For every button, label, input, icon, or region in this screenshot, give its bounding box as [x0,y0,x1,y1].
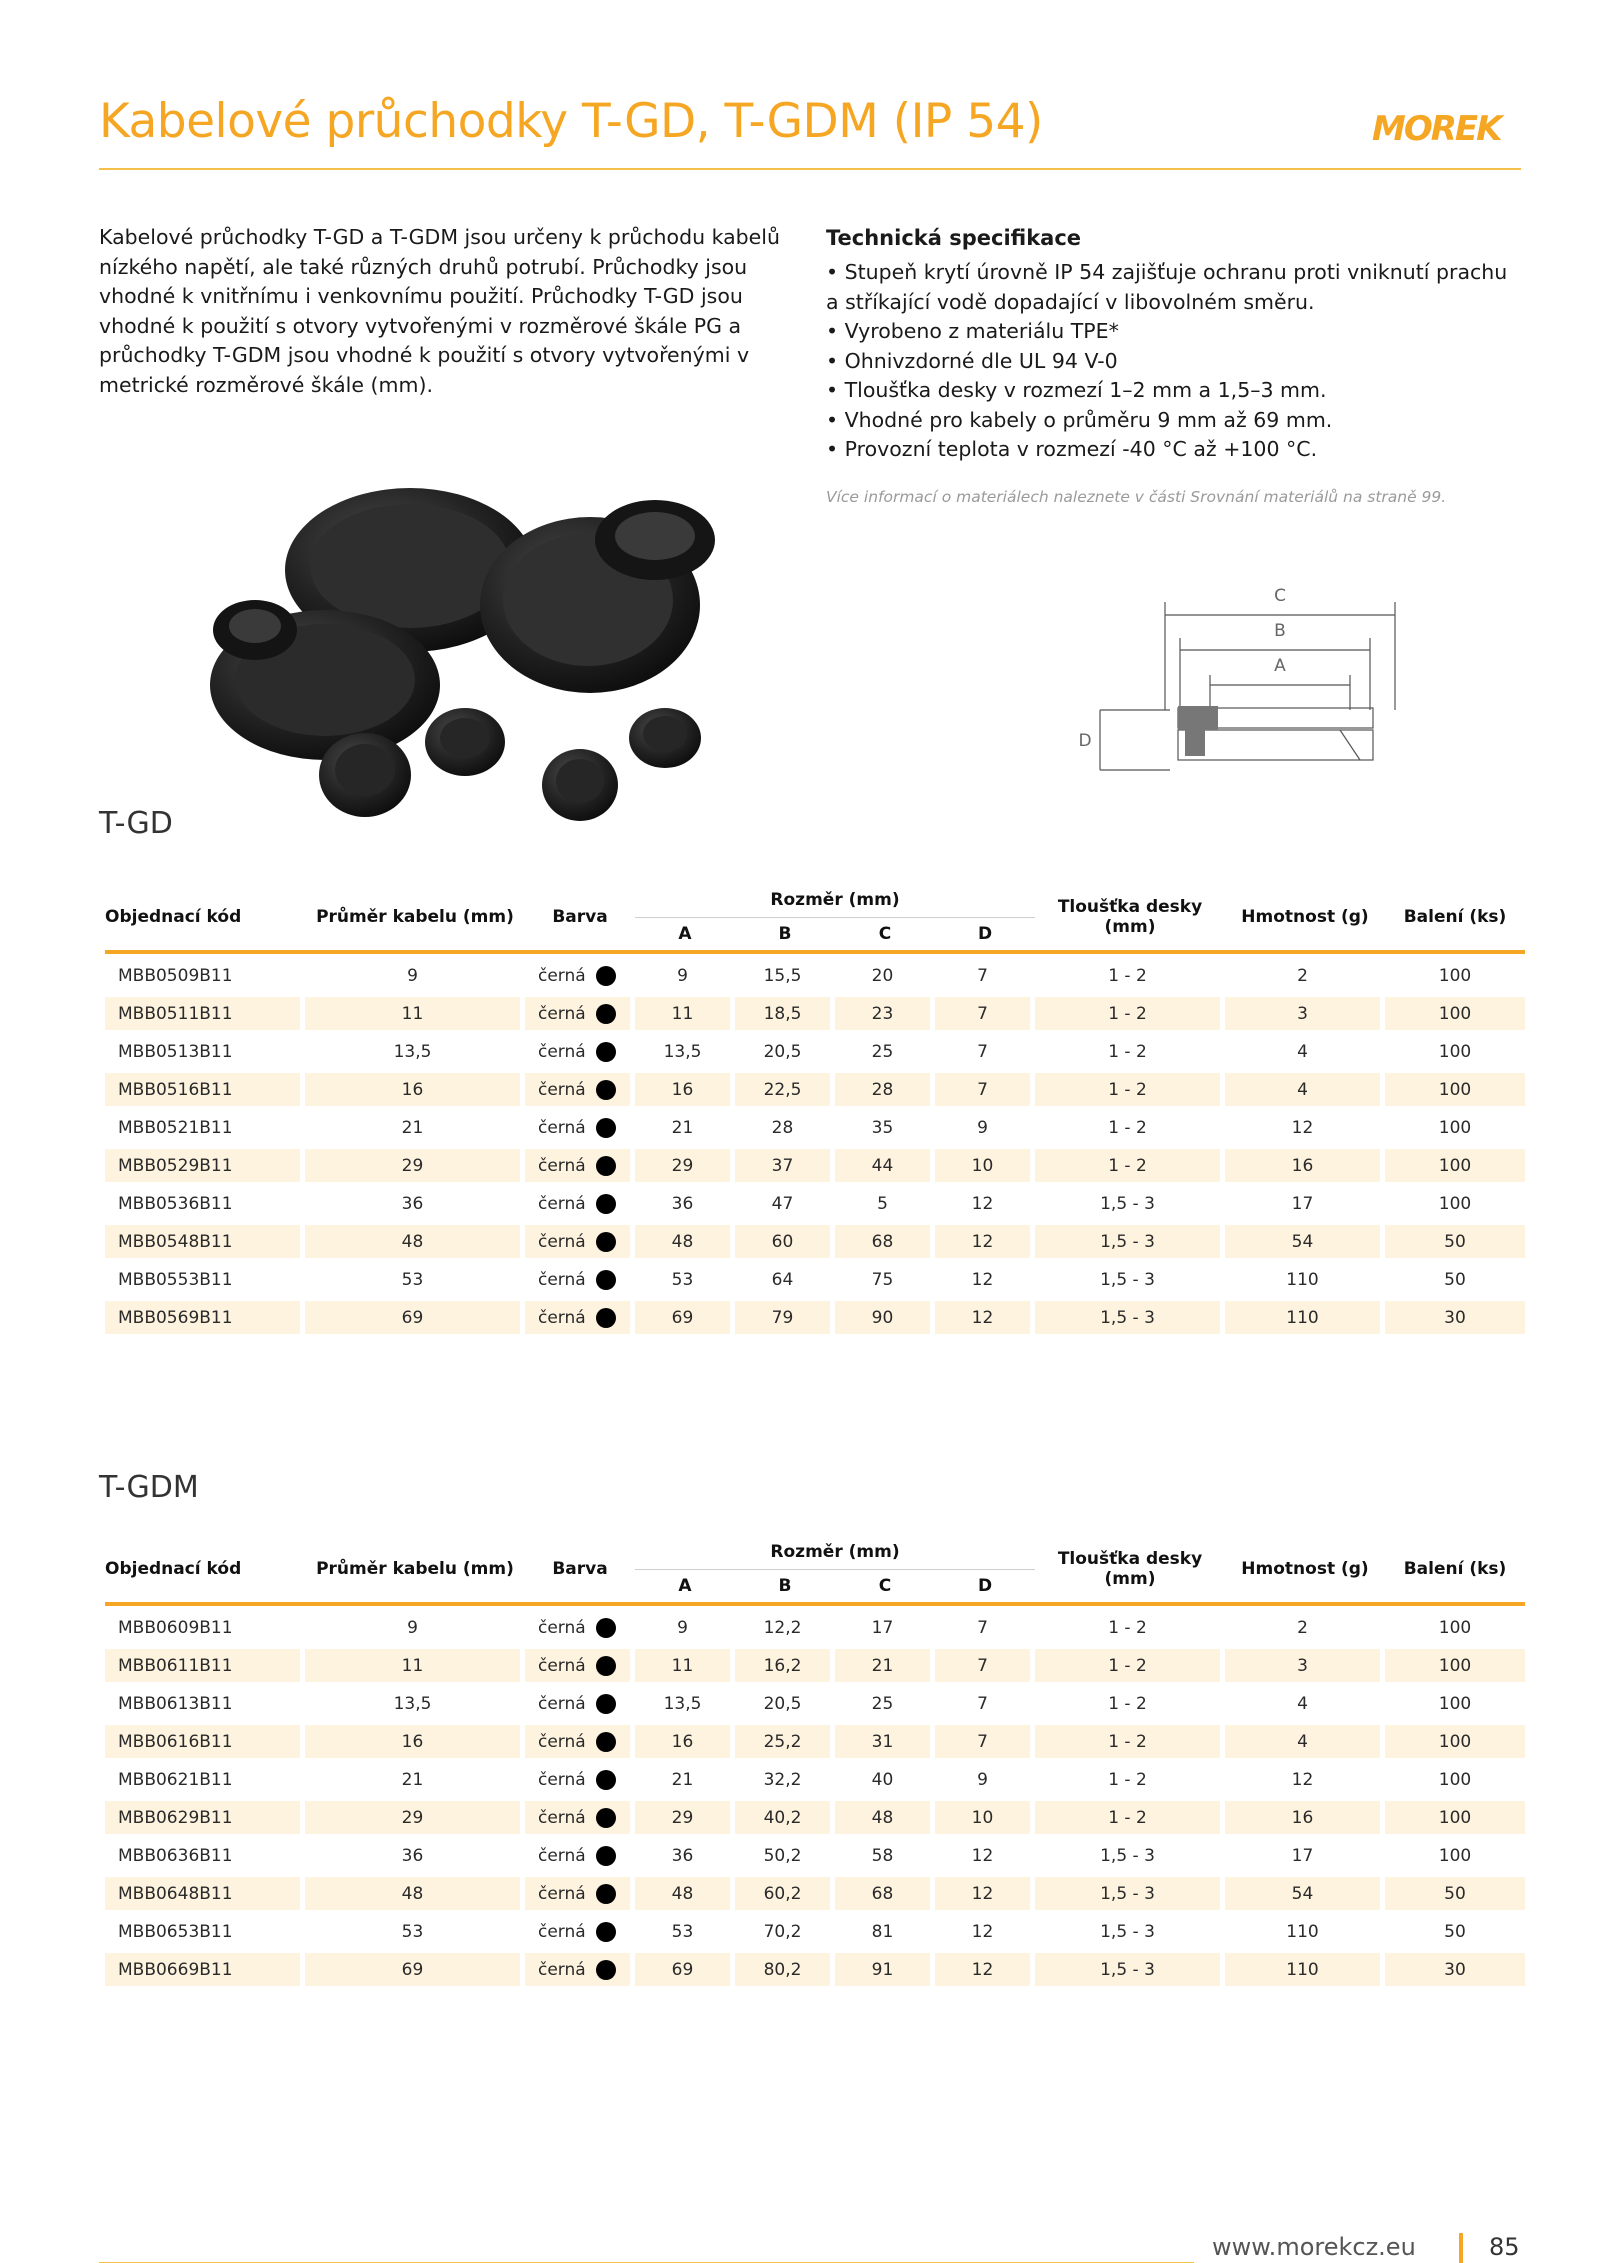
color-swatch-icon [596,1770,616,1790]
table-cell: 81 [835,1910,935,1948]
table-cell: 23 [835,992,935,1030]
table-cell: 12 [935,1220,1035,1258]
table-row [105,1758,1525,1796]
order-code-cell: MBB0536B11 [105,1182,305,1220]
table-cell: 30 [1385,1948,1525,1986]
header-code: Objednací kód [105,1535,305,1606]
spec-item: • Tloušťka desky v rozmezí 1–2 mm a 1,5–3 mm. [826,378,1327,402]
table-cell: 7 [935,1068,1035,1106]
table-cell: 7 [935,1682,1035,1720]
table-cell: 16 [1225,1144,1385,1182]
diagram-label-b: B [1274,621,1286,641]
table-cell: 100 [1385,1720,1525,1758]
color-cell: černá [525,1182,635,1220]
table-cell: 17 [835,1606,935,1644]
table-cell: 53 [635,1258,735,1296]
table-cell: 29 [635,1796,735,1834]
table-cell: 100 [1385,992,1525,1030]
table-cell: 9 [635,954,735,992]
color-swatch-icon [596,1080,616,1100]
header-d: D [935,1569,1035,1606]
color-cell: černá [525,1834,635,1872]
table-row [105,992,1525,1030]
table-cell: 9 [305,954,525,992]
order-code-cell: MBB0521B11 [105,1106,305,1144]
order-code-cell: MBB0511B11 [105,992,305,1030]
table-cell: 58 [835,1834,935,1872]
order-code-cell: MBB0613B11 [105,1682,305,1720]
table-cell: 1,5 - 3 [1035,1948,1225,1986]
table-cell: 9 [635,1606,735,1644]
page-number: 85 [1489,2233,1520,2261]
color-swatch-icon [596,1042,616,1062]
order-code-cell: MBB0629B11 [105,1796,305,1834]
table-cell: 47 [735,1182,835,1220]
table-cell: 35 [835,1106,935,1144]
diagram-label-d: D [1078,731,1092,751]
table-row [105,1068,1525,1106]
page-title: Kabelové průchodky T-GD, T-GDM (IP 54) [99,94,1043,149]
header-thick: Tloušťka desky (mm) [1035,883,1225,954]
color-cell: černá [525,1258,635,1296]
order-code-cell: MBB0621B11 [105,1758,305,1796]
table-cell: 21 [835,1644,935,1682]
color-swatch-icon [596,1270,616,1290]
table-cell: 36 [305,1182,525,1220]
table-cell: 110 [1225,1948,1385,1986]
table-row [105,1834,1525,1872]
table-cell: 79 [735,1296,835,1334]
table-cell: 12 [1225,1106,1385,1144]
table-cell: 1,5 - 3 [1035,1834,1225,1872]
color-swatch-icon [596,1232,616,1252]
table-cell: 60,2 [735,1872,835,1910]
order-code-cell: MBB0569B11 [105,1296,305,1334]
table-cell: 50,2 [735,1834,835,1872]
color-swatch-icon [596,1808,616,1828]
order-code-cell: MBB0553B11 [105,1258,305,1296]
table-cell: 110 [1225,1910,1385,1948]
table-cell: 100 [1385,1682,1525,1720]
table-cell: 28 [735,1106,835,1144]
table-cell: 1,5 - 3 [1035,1872,1225,1910]
order-code-cell: MBB0648B11 [105,1872,305,1910]
table-cell: 17 [1225,1182,1385,1220]
table-cell: 3 [1225,1644,1385,1682]
table-cell: 29 [305,1144,525,1182]
table-cell: 40 [835,1758,935,1796]
color-swatch-icon [596,1618,616,1638]
table-cell: 7 [935,1644,1035,1682]
title-divider [99,168,1521,170]
table-row [105,1948,1525,1986]
table-cell: 13,5 [305,1682,525,1720]
table-row [105,1030,1525,1068]
table-row [105,1872,1525,1910]
table-cell: 4 [1225,1682,1385,1720]
spec-list [826,258,1526,465]
table-row [105,1720,1525,1758]
table-cell: 50 [1385,1872,1525,1910]
spec-item: • Provozní teplota v rozmezí -40 °C až +100 °C. [826,437,1318,461]
table-cell: 22,5 [735,1068,835,1106]
order-code-cell: MBB0609B11 [105,1606,305,1644]
table-cell: 25,2 [735,1720,835,1758]
table-row [105,1220,1525,1258]
color-swatch-icon [596,1156,616,1176]
order-code-cell: MBB0509B11 [105,954,305,992]
table-cell: 50 [1385,1220,1525,1258]
table-cell: 1 - 2 [1035,1144,1225,1182]
table-cell: 53 [305,1258,525,1296]
table-cell: 29 [635,1144,735,1182]
header-a: A [635,917,735,954]
table-cell: 7 [935,1606,1035,1644]
color-swatch-icon [596,1960,616,1980]
table-cell: 100 [1385,1758,1525,1796]
table-cell: 1 - 2 [1035,1068,1225,1106]
table-cell: 100 [1385,954,1525,992]
order-code-cell: MBB0669B11 [105,1948,305,1986]
color-cell: černá [525,1144,635,1182]
table-cell: 12 [935,1948,1035,1986]
table-cell: 2 [1225,954,1385,992]
order-code-cell: MBB0616B11 [105,1720,305,1758]
color-swatch-icon [596,1922,616,1942]
table-cell: 53 [305,1910,525,1948]
tgd-table [105,883,1525,1334]
table-cell: 100 [1385,1182,1525,1220]
color-cell: černá [525,1220,635,1258]
order-code-cell: MBB0513B11 [105,1030,305,1068]
morek-logo [1372,111,1522,145]
table-cell: 48 [305,1220,525,1258]
table-cell: 48 [635,1872,735,1910]
table-cell: 16 [635,1720,735,1758]
color-swatch-icon [596,1118,616,1138]
spec-note: Více informací o materiálech naleznete v části Srovnání materiálů na straně 99. [826,488,1447,506]
order-code-cell: MBB0516B11 [105,1068,305,1106]
table-cell: 12 [935,1258,1035,1296]
tgd-table-body [105,954,1525,1334]
header-thick: Tloušťka desky (mm) [1035,1535,1225,1606]
table-cell: 7 [935,1720,1035,1758]
table-cell: 12 [935,1182,1035,1220]
color-cell: černá [525,1030,635,1068]
tgdm-table-body [105,1606,1525,1986]
table-cell: 15,5 [735,954,835,992]
table-cell: 16,2 [735,1644,835,1682]
color-swatch-icon [596,1308,616,1328]
table-cell: 30 [1385,1296,1525,1334]
table-cell: 12 [935,1296,1035,1334]
table-cell: 12 [935,1834,1035,1872]
header-pack: Balení (ks) [1385,1535,1525,1606]
table-cell: 20,5 [735,1030,835,1068]
table-cell: 4 [1225,1068,1385,1106]
table-cell: 21 [635,1106,735,1144]
color-swatch-icon [596,1732,616,1752]
table-cell: 9 [935,1758,1035,1796]
table-cell: 16 [305,1720,525,1758]
table-cell: 1 - 2 [1035,1030,1225,1068]
table-cell: 11 [305,992,525,1030]
table-cell: 100 [1385,1144,1525,1182]
table-row [105,1182,1525,1220]
table-cell: 21 [305,1106,525,1144]
color-cell: černá [525,1068,635,1106]
color-cell: černá [525,1606,635,1644]
header-c: C [835,917,935,954]
table-cell: 54 [1225,1220,1385,1258]
color-cell: černá [525,1910,635,1948]
table-row [105,1644,1525,1682]
table-cell: 7 [935,1030,1035,1068]
spec-item: • Ohnivzdorné dle UL 94 V-0 [826,348,1118,373]
table-cell: 91 [835,1948,935,1986]
color-cell: černá [525,954,635,992]
table-cell: 20 [835,954,935,992]
table-cell: 17 [1225,1834,1385,1872]
header-cable: Průměr kabelu (mm) [305,1535,525,1606]
table-cell: 68 [835,1872,935,1910]
table-cell: 21 [305,1758,525,1796]
color-cell: černá [525,1296,635,1334]
table-cell: 12 [1225,1758,1385,1796]
spec-item: • Vhodné pro kabely o průměru 9 mm až 69 mm. [826,407,1333,432]
spec-heading: Technická specifikace [826,226,1082,250]
table-cell: 16 [305,1068,525,1106]
table-cell: 7 [935,992,1035,1030]
diagram-label-c: C [1274,586,1286,606]
table-row [105,1910,1525,1948]
table-cell: 1 - 2 [1035,1720,1225,1758]
table-cell: 28 [835,1068,935,1106]
header-weight: Hmotnost (g) [1225,883,1385,954]
diagram-label-a: A [1274,656,1286,676]
color-cell: černá [525,1720,635,1758]
table-cell: 1 - 2 [1035,992,1225,1030]
color-swatch-icon [596,1656,616,1676]
table-cell: 11 [635,992,735,1030]
table-cell: 100 [1385,1796,1525,1834]
table-cell: 18,5 [735,992,835,1030]
table-cell: 68 [835,1220,935,1258]
table-cell: 69 [305,1296,525,1334]
color-cell: černá [525,992,635,1030]
table-cell: 48 [635,1220,735,1258]
table-cell: 37 [735,1144,835,1182]
color-cell: černá [525,1796,635,1834]
order-code-cell: MBB0529B11 [105,1144,305,1182]
table-cell: 48 [835,1796,935,1834]
table-row [105,1258,1525,1296]
table-cell: 31 [835,1720,935,1758]
table-cell: 53 [635,1910,735,1948]
header-b: B [735,1569,835,1606]
table-cell: 50 [1385,1258,1525,1296]
table-row [105,1296,1525,1334]
table-cell: 1,5 - 3 [1035,1258,1225,1296]
table-cell: 100 [1385,1834,1525,1872]
table-cell: 1 - 2 [1035,1796,1225,1834]
table-cell: 2 [1225,1606,1385,1644]
color-swatch-icon [596,1694,616,1714]
color-cell: černá [525,1758,635,1796]
order-code-cell: MBB0548B11 [105,1220,305,1258]
table-cell: 32,2 [735,1758,835,1796]
order-code-cell: MBB0636B11 [105,1834,305,1872]
dimension-diagram [1060,580,1420,800]
table-row [105,1144,1525,1182]
table-cell: 69 [635,1296,735,1334]
spec-item: • Vyrobeno z materiálu TPE* [826,319,1119,343]
table-cell: 1,5 - 3 [1035,1182,1225,1220]
table-cell: 11 [635,1644,735,1682]
color-cell: černá [525,1948,635,1986]
table-cell: 36 [635,1834,735,1872]
table-cell: 12 [935,1910,1035,1948]
header-c: C [835,1569,935,1606]
table-row [105,1606,1525,1644]
table-cell: 9 [935,1106,1035,1144]
table-cell: 100 [1385,1644,1525,1682]
header-pack: Balení (ks) [1385,883,1525,954]
table-cell: 50 [1385,1910,1525,1948]
table-cell: 7 [935,954,1035,992]
table-cell: 4 [1225,1720,1385,1758]
table-cell: 69 [305,1948,525,1986]
tgdm-section-title: T-GDM [99,1470,199,1505]
table-cell: 1 - 2 [1035,1682,1225,1720]
table-cell: 100 [1385,1068,1525,1106]
table-cell: 10 [935,1144,1035,1182]
color-cell: černá [525,1682,635,1720]
table-cell: 1,5 - 3 [1035,1910,1225,1948]
tgd-section-title: T-GD [99,806,173,841]
table-cell: 1 - 2 [1035,1606,1225,1644]
table-row [105,1796,1525,1834]
header-d: D [935,917,1035,954]
table-cell: 1 - 2 [1035,954,1225,992]
table-cell: 48 [305,1872,525,1910]
table-cell: 1,5 - 3 [1035,1220,1225,1258]
table-cell: 1 - 2 [1035,1644,1225,1682]
table-cell: 13,5 [635,1030,735,1068]
header-color: Barva [525,1535,635,1606]
header-a: A [635,1569,735,1606]
color-swatch-icon [596,1884,616,1904]
header-weight: Hmotnost (g) [1225,1535,1385,1606]
table-cell: 13,5 [305,1030,525,1068]
table-cell: 12,2 [735,1606,835,1644]
table-cell: 60 [735,1220,835,1258]
header-dims: Rozměr (mm) [770,890,900,910]
table-row [105,954,1525,992]
table-cell: 54 [1225,1872,1385,1910]
table-cell: 21 [635,1758,735,1796]
footer-website-link[interactable]: www.morekcz.eu [1212,2233,1416,2261]
table-cell: 1 - 2 [1035,1106,1225,1144]
color-cell: černá [525,1644,635,1682]
table-cell: 36 [305,1834,525,1872]
table-cell: 3 [1225,992,1385,1030]
table-cell: 100 [1385,1106,1525,1144]
logo-text: MOREK [1372,111,1501,145]
table-cell: 29 [305,1796,525,1834]
tgdm-table [105,1535,1525,1986]
footer-separator [1459,2233,1463,2263]
table-row [105,1106,1525,1144]
table-cell: 75 [835,1258,935,1296]
table-cell: 110 [1225,1296,1385,1334]
table-cell: 16 [635,1068,735,1106]
table-cell: 64 [735,1258,835,1296]
table-cell: 70,2 [735,1910,835,1948]
color-swatch-icon [596,966,616,986]
table-cell: 69 [635,1948,735,1986]
spec-item: • Stupeň krytí úrovně IP 54 zajišťuje ochranu proti vniknutí prachu a stříkající vodě dopadající v libovolném směru. [826,260,1508,314]
header-color: Barva [525,883,635,954]
table-row [105,1682,1525,1720]
table-cell: 80,2 [735,1948,835,1986]
table-cell: 25 [835,1682,935,1720]
color-swatch-icon [596,1004,616,1024]
product-photo [200,470,760,830]
table-cell: 1 - 2 [1035,1758,1225,1796]
table-cell: 110 [1225,1258,1385,1296]
table-cell: 36 [635,1182,735,1220]
table-cell: 40,2 [735,1796,835,1834]
header-code: Objednací kód [105,883,305,954]
table-cell: 10 [935,1796,1035,1834]
table-cell: 100 [1385,1030,1525,1068]
order-code-cell: MBB0653B11 [105,1910,305,1948]
color-cell: černá [525,1106,635,1144]
table-cell: 12 [935,1872,1035,1910]
table-cell: 25 [835,1030,935,1068]
table-cell: 20,5 [735,1682,835,1720]
table-cell: 9 [305,1606,525,1644]
color-swatch-icon [596,1846,616,1866]
header-cable: Průměr kabelu (mm) [305,883,525,954]
intro-paragraph: Kabelové průchodky T-GD a T-GDM jsou určeny k průchodu kabelů nízkého napětí, ale také různých druhů potrubí. Průchodky jsou vhodné k vnitřnímu i venkovnímu použití. Průchodky T-GD jsou vhodné k použití s otvory vytvořenými v rozměrové škále PG a průchodky T-GDM jsou vhodné k použití s otvory vytvořenými v metrické rozměrové škále (mm). [99,225,780,397]
header-dims: Rozměr (mm) [770,1542,900,1562]
table-cell: 11 [305,1644,525,1682]
table-cell: 16 [1225,1796,1385,1834]
table-cell: 44 [835,1144,935,1182]
table-cell: 4 [1225,1030,1385,1068]
header-b: B [735,917,835,954]
table-cell: 100 [1385,1606,1525,1644]
table-cell: 5 [835,1182,935,1220]
order-code-cell: MBB0611B11 [105,1644,305,1682]
table-cell: 1,5 - 3 [1035,1296,1225,1334]
table-cell: 90 [835,1296,935,1334]
color-cell: černá [525,1872,635,1910]
table-cell: 13,5 [635,1682,735,1720]
color-swatch-icon [596,1194,616,1214]
